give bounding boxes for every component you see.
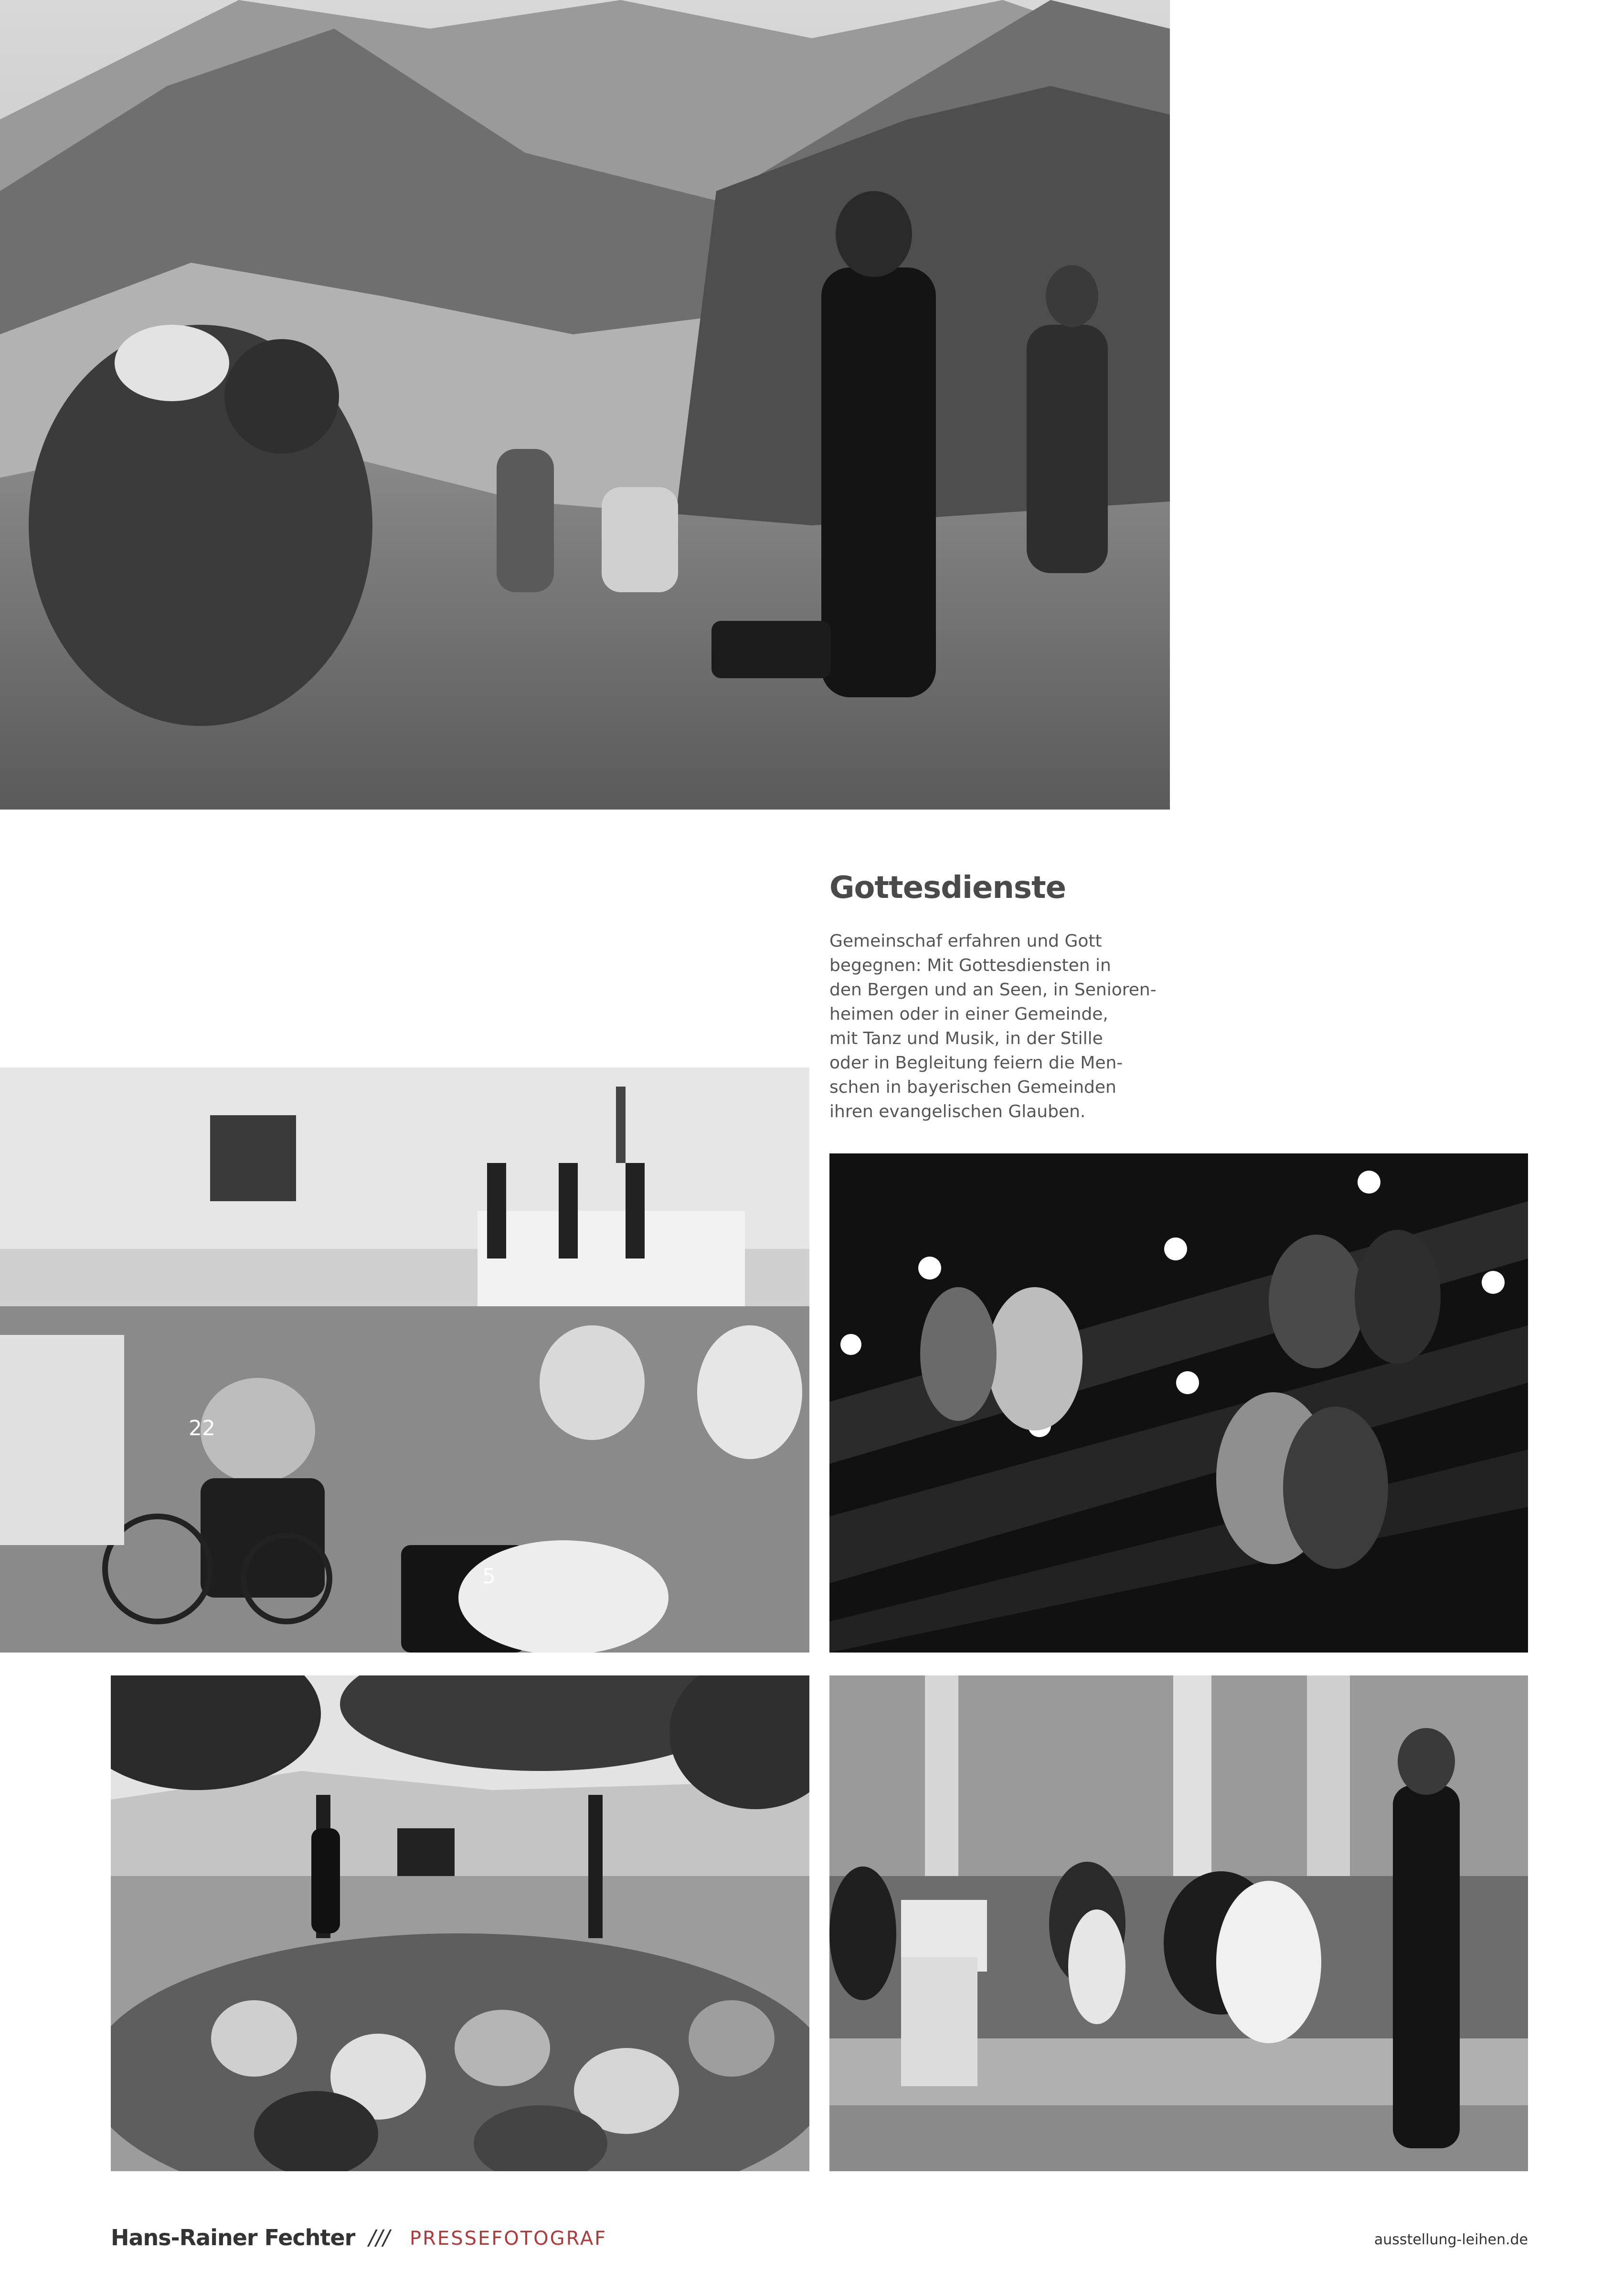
section-description: [829, 929, 1173, 1124]
photo-openair-service-image: [111, 1675, 809, 2171]
photo-candle-service: [829, 1153, 1528, 1653]
footer-website-link[interactable]: ausstellung-leihen.de: [1374, 2231, 1528, 2248]
description-line: ihren evangelischen Glauben.: [829, 1102, 1086, 1121]
description-line: Gemeinschaf erfahren und Gott: [829, 931, 1102, 951]
photo-mountain-service: [0, 0, 1170, 810]
photo-candle-service-image: [829, 1153, 1528, 1653]
wheelchair-number: 22: [189, 1416, 215, 1440]
photo-hospital-service: [0, 1067, 809, 1653]
description-line: den Bergen und an Seen, in Senioren-: [829, 980, 1157, 1000]
footer-separator: ///: [369, 2226, 390, 2250]
description-line: oder in Begleitung feiern die Men-: [829, 1053, 1123, 1073]
photo-altar-service-image: [829, 1675, 1528, 2171]
footer-photographer-name: Hans-Rainer Fechter: [111, 2225, 355, 2250]
photo-openair-service: [111, 1675, 809, 2171]
photo-mountain-service-image: [0, 0, 1170, 810]
description-line: begegnen: Mit Gottesdiensten in: [829, 956, 1111, 975]
photo-hospital-service-image: [0, 1067, 809, 1653]
description-line: mit Tanz und Musik, in der Stille: [829, 1029, 1103, 1048]
description-line: heimen oder in einer Gemeinde,: [829, 1004, 1108, 1024]
section-title: Gottesdienste: [829, 870, 1066, 906]
wheelchair-number: 5: [482, 1564, 496, 1589]
footer-role: PRESSEFOTOGRAF: [410, 2228, 607, 2250]
photo-altar-service: [829, 1675, 1528, 2171]
description-line: schen in bayerischen Gemeinden: [829, 1077, 1116, 1097]
